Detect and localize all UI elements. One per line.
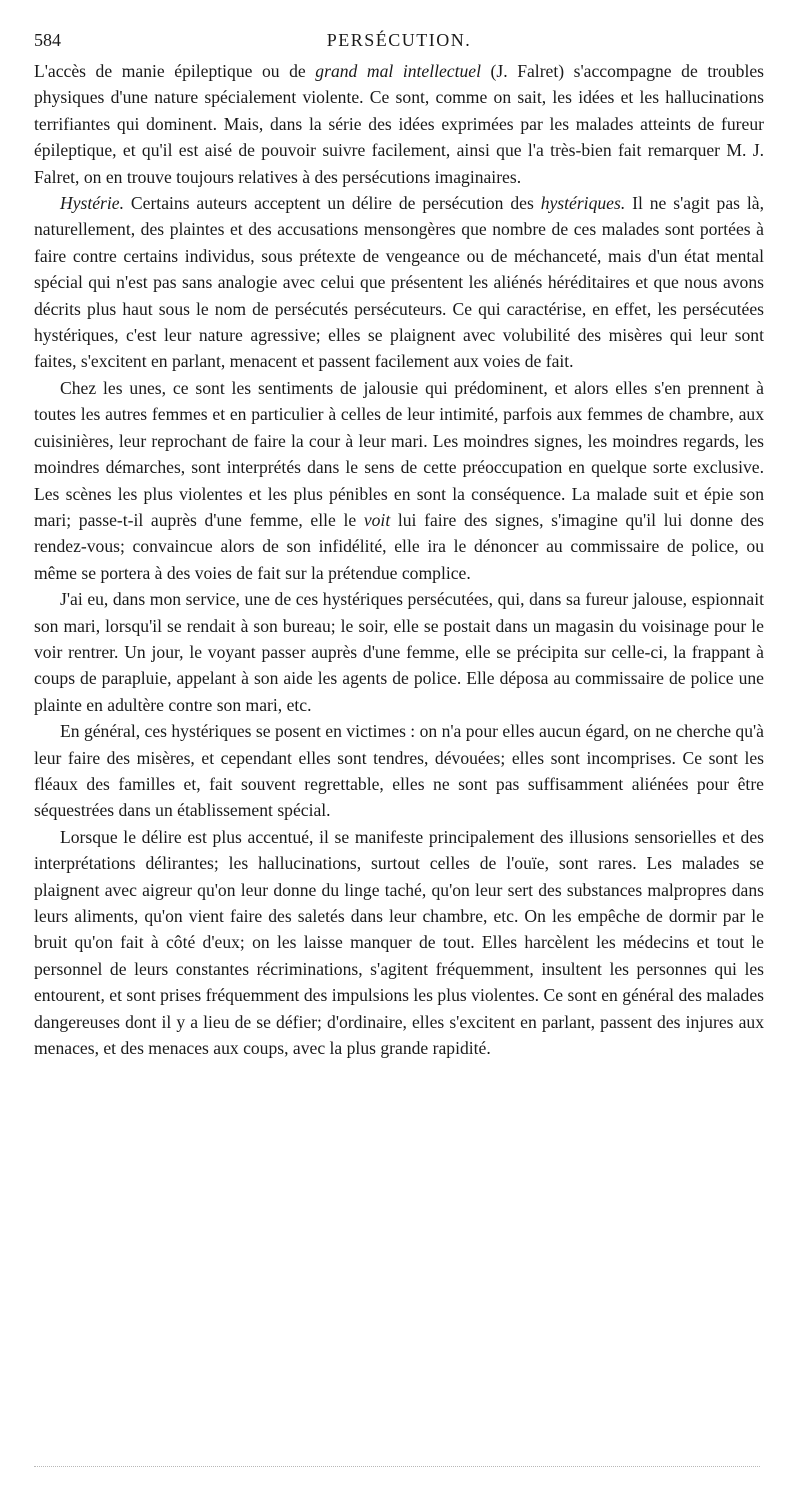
book-page	[34, 30, 764, 1061]
paragraph: Chez les unes, ce sont les sentiments de jalousie qui prédominent, et alors elles s'en prennent à toutes les autres femmes et en particulier à celles de leur intimité, parfois aux femmes de chambre, aux cuisinières, leur reprochant de faire la cour à leur mari. Les moindres signes, les moindres regards, les moindres démarches, sont interprétés dans le sens de cette préoccupation en quelque sorte exclusive. Les scènes les plus violentes et les plus pénibles en sont la conséquence. La malade suit et épie son mari; passe-t-il auprès d'une femme, elle le voit lui faire des signes, s'imagine qu'il lui donne des rendez-vous; convaincue alors de son infidélité, elle ira le dénoncer au commissaire de police, ou même se portera à des voies de fait sur la prétendue complice.	[34, 377, 764, 583]
paragraph: J'ai eu, dans mon service, une de ces hystériques persécutées, qui, dans sa fureur jalouse, espionnait son mari, lorsqu'il se rendait à son bureau; le soir, elle se postait dans un magasin du voisinage pour le voir rentrer. Un jour, le voyant passer auprès d'une femme, elle se précipita sur celle-ci, la frappant à coups de parapluie, appelant à son aide les agents de police. Elle déposa au commissaire de police une plainte en adultère contre son mari, etc.	[34, 589, 764, 715]
italic-text: Hystérie.	[60, 193, 125, 214]
paragraph: En général, ces hystériques se posent en victimes : on n'a pour elles aucun égard, on ne cherche qu'à leur faire des misères, et cependant elles sont tendres, dévouées; elles sont incomprises. Ce sont les fléaux des familles et, fait souvent regrettable, elles ne sont pas suffisamment aliénées pour être séquestrées dans un établissement spécial.	[34, 721, 764, 821]
paragraph: Hystérie. Certains auteurs acceptent un délire de persécution des hystériques. Il ne s'agit pas là, naturellement, des plaintes et des accusations mensongères que nombre de ces malades sont portées à faire contre certains individus, sous prétexte de vengeance ou de méchanceté, mais d'un état mental spécial qui n'est pas sans analogie avec celui que présentent les aliénés héréditaires et que nous avons décrits plus haut sous le nom de persécutés persécuteurs. Ce qui caractérise, en effet, les persécutées hystériques, c'est leur nature agressive; elles se plaignent avec volubilité des misères qui leur sont faites, s'excitent en parlant, menacent et passent facilement aux voies de fait.	[34, 193, 764, 372]
page-number: 584	[34, 30, 61, 50]
italic-text: voit	[363, 509, 391, 530]
body-text	[34, 58, 764, 1061]
running-head	[34, 30, 764, 58]
paragraph: Lorsque le délire est plus accentué, il se manifeste principalement des illusions sensorielles et des interprétations délirantes; les hallucinations, surtout celles de l'ouïe, sont rares. Les malades se plaignent avec aigreur qu'on leur donne du linge taché, qu'on leur sert des substances malpropres dans leurs aliments, qu'on vient faire des saletés dans leur chambre, etc. On les empêche de dormir par le bruit qu'on fait à côté d'eux; on les laisse manquer de tout. Elles harcèlent les médecins et tout le personnel de leurs constantes récriminations, s'agitent fréquemment, insultent les personnes qui les entourent, et sont prises fréquemment des impulsions les plus violentes. Ce sont en général des malades dangereuses dont il y a lieu de se défier; d'ordinaire, elles s'excitent en parlant, passent des injures aux menaces, et des menaces aux coups, avec la plus grande rapidité.	[34, 826, 764, 1059]
running-title: PERSÉCUTION.	[326, 30, 472, 50]
italic-text: hystériques.	[540, 193, 626, 214]
bottom-divider	[34, 1466, 760, 1467]
paragraph: L'accès de manie épileptique ou de grand mal intellectuel (J. Falret) s'accompagne de troubles physiques d'une nature spécialement violente. Ce sont, comme on sait, les idées et les hallucinations terrifiantes qui dominent. Mais, dans la série des idées exprimées par les malades atteints de fureur épileptique, et qu'il est aisé de pouvoir suivre facilement, ainsi que l'a très-bien fait remarquer M. J. Falret, on en trouve toujours relatives à des persécutions imaginaires.	[34, 61, 764, 187]
italic-text: grand mal intellectuel	[315, 61, 481, 81]
